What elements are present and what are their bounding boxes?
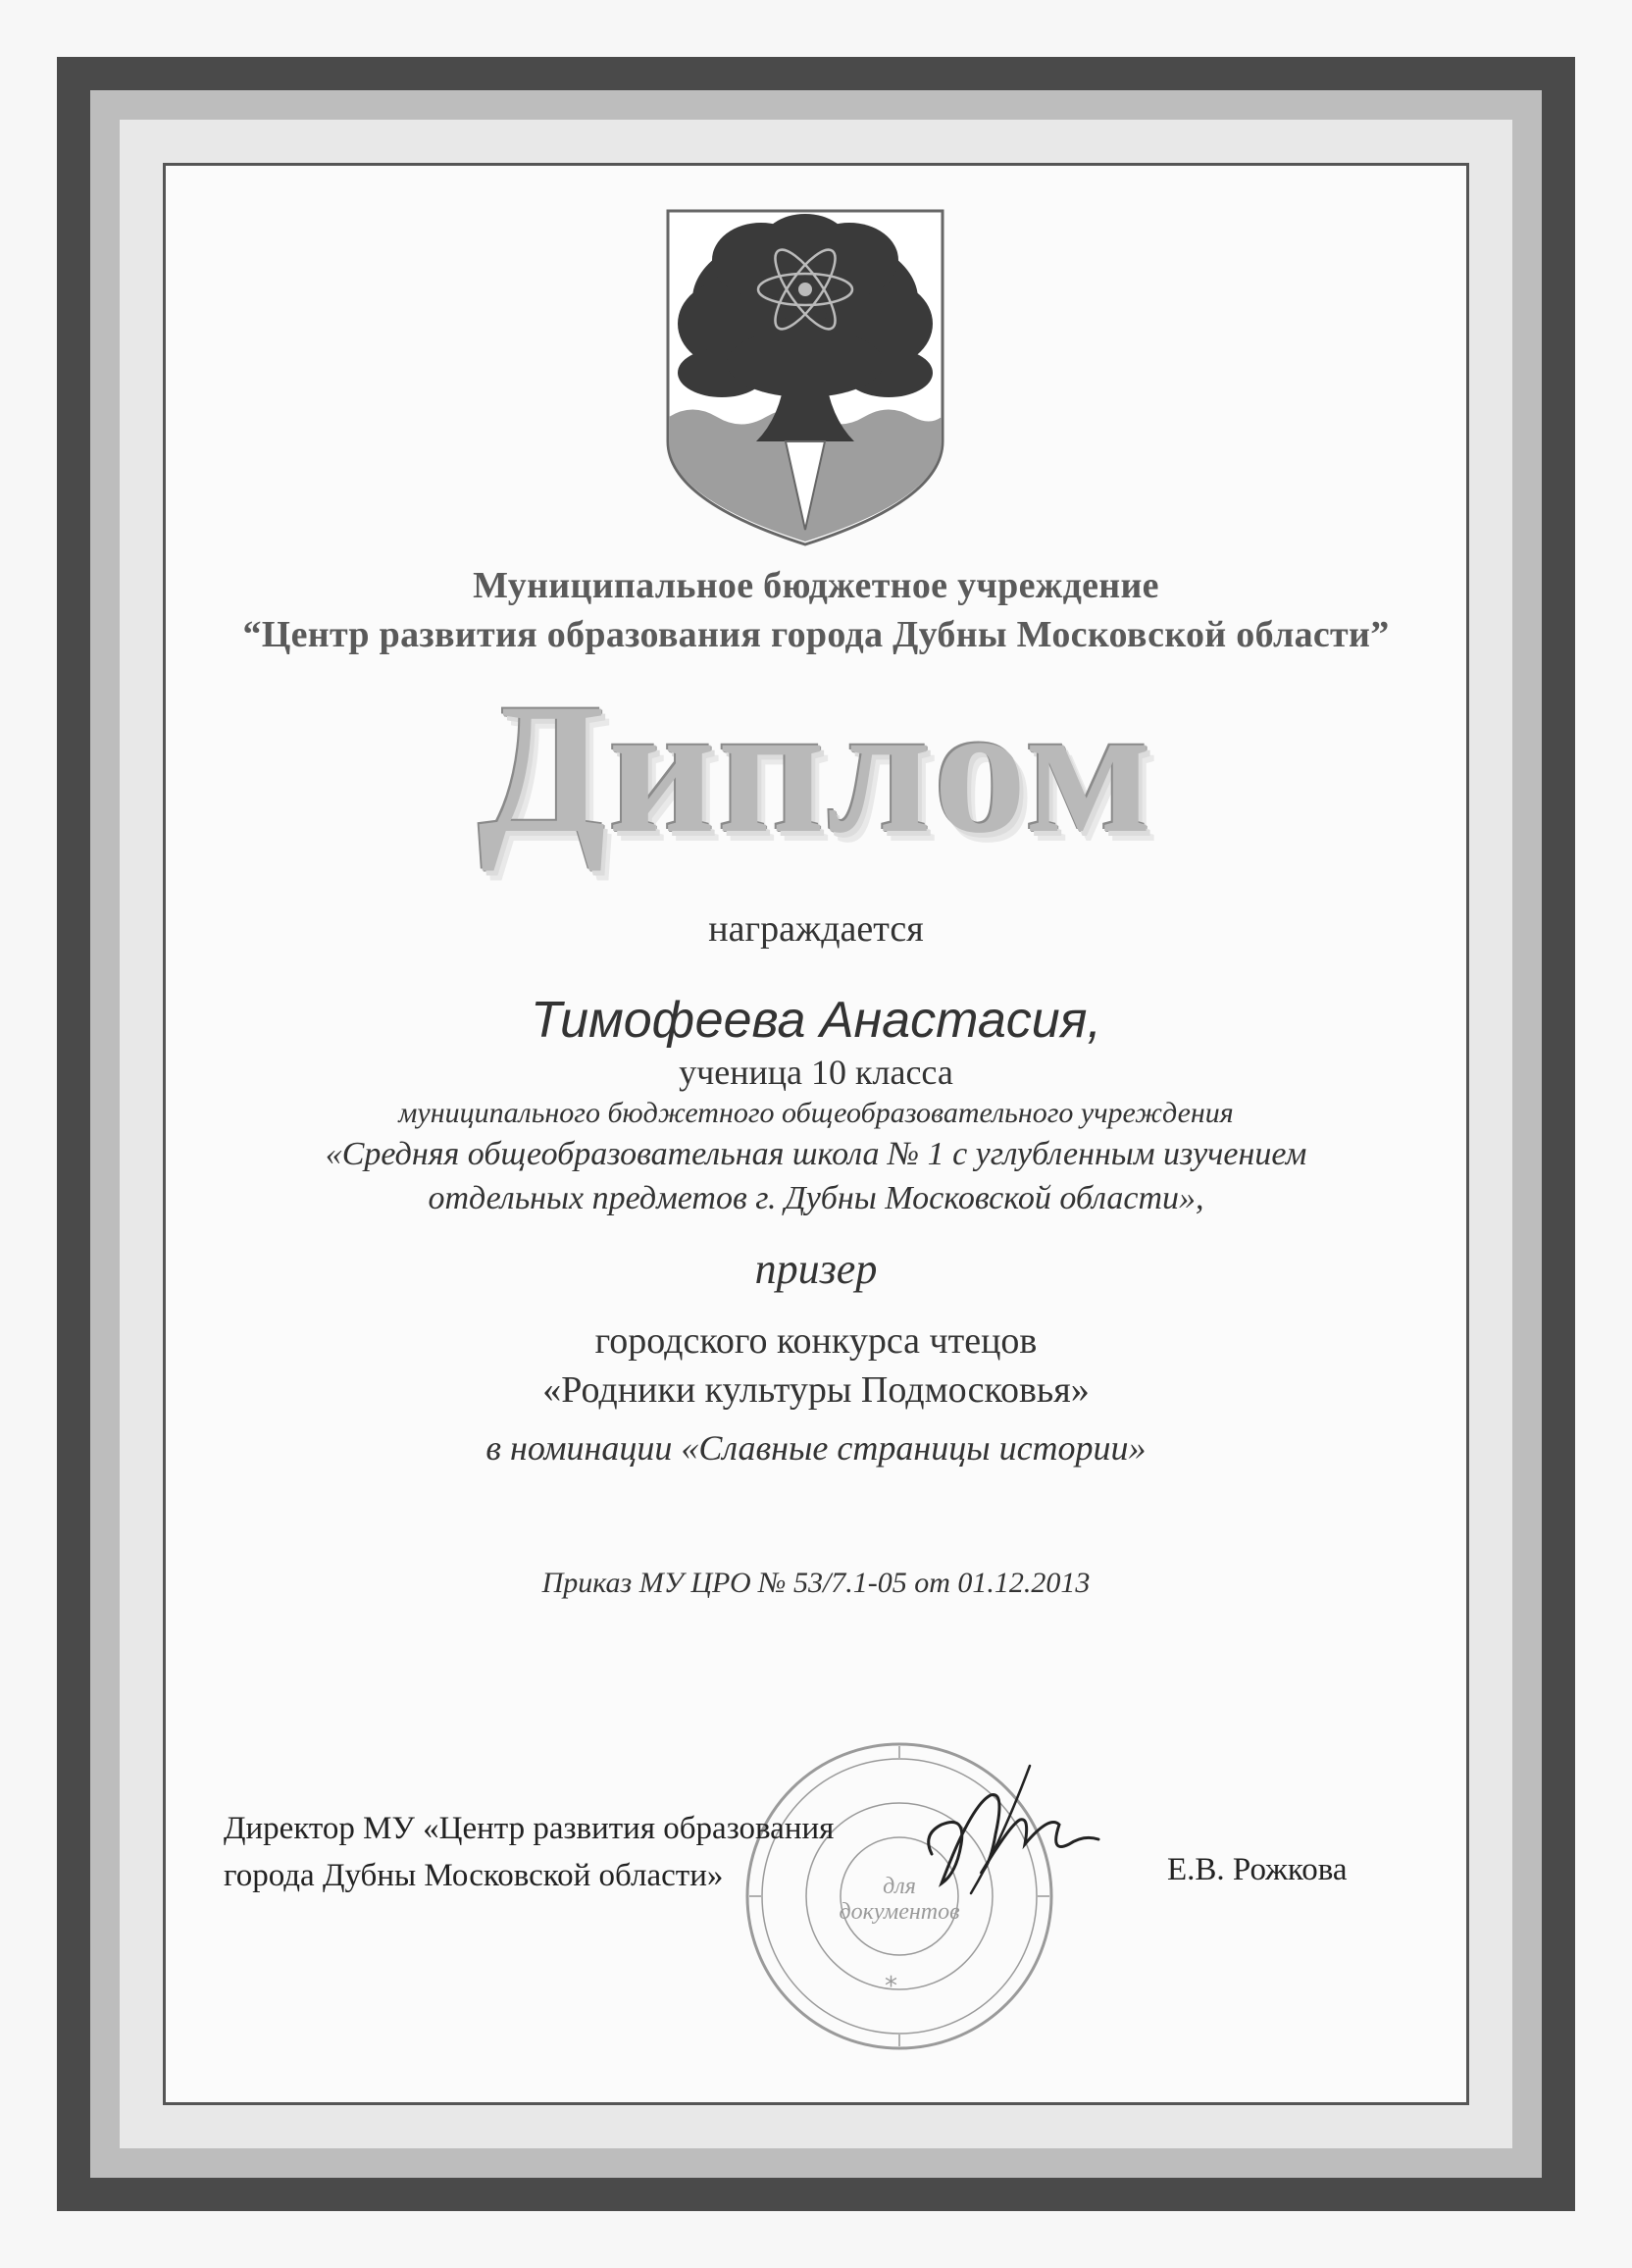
recipient-name: Тимофеева Анастасия, bbox=[531, 992, 1101, 1049]
contest-line-1: городского конкурса чтецов bbox=[594, 1320, 1038, 1362]
recipient-grade: ученица 10 класса bbox=[679, 1053, 953, 1092]
order-reference: Приказ МУ ЦРО № 53/7.1-05 от 01.12.2013 bbox=[541, 1567, 1091, 1599]
school-line-1: муниципального бюджетного общеобразовательного учреждения bbox=[398, 1097, 1234, 1129]
svg-text:*: * bbox=[885, 1972, 897, 2001]
nomination: в номинации «Славные страницы истории» bbox=[485, 1428, 1147, 1468]
school-line-3: отдельных предметов г. Дубны Московской области», bbox=[428, 1180, 1204, 1216]
stamp-center-text-2: документов bbox=[839, 1899, 960, 1925]
director-line-1: Директор МУ «Центр развития образования bbox=[224, 1811, 835, 1846]
director-line-2: города Дубны Московской области» bbox=[224, 1858, 724, 1893]
coat-of-arms-icon bbox=[663, 206, 947, 549]
diploma-title: Диплом bbox=[478, 666, 1154, 872]
organization-line-1: Муниципальное бюджетное учреждение bbox=[473, 565, 1159, 606]
stamp-center-text-1: для bbox=[883, 1874, 916, 1899]
director-title bbox=[224, 1805, 834, 1899]
organization-line-2: “Центр развития образования города Дубны Московской области” bbox=[242, 614, 1390, 655]
contest-line-2: «Родники культуры Подмосковья» bbox=[542, 1369, 1090, 1411]
director-name: Е.В. Рожкова bbox=[1167, 1852, 1348, 1887]
signature bbox=[912, 1746, 1108, 1923]
awarded-label: награждается bbox=[708, 908, 924, 950]
school-line-2: «Средняя общеобразовательная школа № 1 с углубленным изучением bbox=[325, 1136, 1307, 1172]
award-rank: призер bbox=[754, 1245, 878, 1293]
